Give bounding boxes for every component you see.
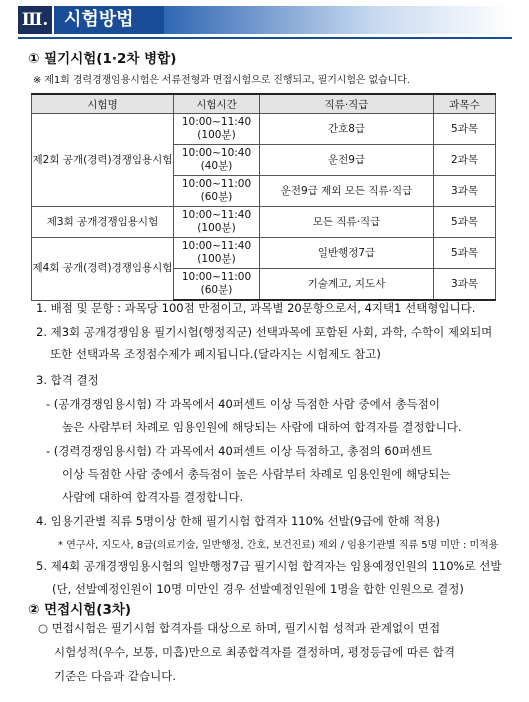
subjects-cell: 2과목	[434, 145, 496, 176]
grade-cell: 간호8급	[260, 114, 434, 145]
exam-name-cell: 제4회 공개(경력)경쟁임용시험	[32, 238, 174, 301]
item-4-note: * 연구사, 지도사, 8급(의료기술, 일반행정, 간호, 보건진료) 제외 / 임용기관별 직류 5명 미만 : 미적용	[58, 540, 499, 551]
item-5: 5. 제4회 공개경쟁임용시험의 일반행정7급 필기시험 합격자는 임용예정인원의 110%로 선발	[36, 559, 502, 573]
item-2: 2. 제3회 공개경쟁임용 필기시험(행정직군) 선택과목에 포함된 사회, 과학, 수학이 제외되며	[36, 325, 493, 339]
section-number: Ⅲ.	[18, 6, 52, 34]
section-banner	[18, 6, 512, 34]
col-header-grade: 직류·직급	[260, 94, 434, 114]
table-header-row	[32, 94, 496, 114]
item-3: 3. 합격 결정	[36, 373, 99, 387]
banner-underline	[18, 37, 512, 39]
time-cell: 10:00~11:40 (100분)	[174, 114, 260, 145]
interview-line-2: 시험성적(우수, 보통, 미흡)만으로 최종합격자를 결정하며, 평정등급에 따른 합격	[54, 645, 456, 659]
item-1: 1. 배점 및 문항 : 과목당 100점 만점이고, 과목별 20문항으로서, 4지택1 선택형입니다.	[36, 301, 476, 315]
subjects-cell: 5과목	[434, 114, 496, 145]
table-row	[32, 207, 496, 238]
item-5-cont: (단, 선발예정인원이 10명 미만인 경우 선발예정인원에 1명을 합한 인원으로 결정)	[52, 582, 464, 596]
interview-line-3: 기준은 다음과 같습니다.	[54, 669, 177, 683]
item-2-cont: 또한 선택과목 조정점수제가 폐지됩니다.(달라지는 시험제도 참고)	[50, 347, 381, 361]
grade-cell: 운전9급 제외 모든 직류·직급	[260, 176, 434, 207]
banner-gradient	[164, 6, 512, 34]
written-exam-heading: ① 필기시험(1·2차 병합)	[28, 51, 177, 67]
time-cell: 10:00~11:40 (100분)	[174, 207, 260, 238]
col-header-exam: 시험명	[32, 94, 174, 114]
item-3-open-cont: 높은 사람부터 차례로 임용인원에 해당되는 사람에 대하여 합격자를 결정합니다.	[62, 420, 462, 434]
time-cell: 10:00~11:00 (60분)	[174, 176, 260, 207]
time-cell: 10:00~10:40 (40분)	[174, 145, 260, 176]
table-row	[32, 238, 496, 269]
exam-schedule-table	[31, 93, 496, 301]
grade-cell: 운전9급	[260, 145, 434, 176]
subjects-cell: 3과목	[434, 269, 496, 301]
exam-name-cell: 제3회 공개경쟁임용시험	[32, 207, 174, 238]
col-header-subjects: 과목수	[434, 94, 496, 114]
exam-name-cell: 제2회 공개(경력)경쟁임용시험	[32, 114, 174, 207]
item-3-open: - (공개경쟁임용시험) 각 과목에서 40퍼센트 이상 득점한 사람 중에서 총득점이	[46, 397, 440, 411]
section-title: 시험방법	[54, 6, 164, 34]
grade-cell: 일반행정7급	[260, 238, 434, 269]
subjects-cell: 3과목	[434, 176, 496, 207]
item-4: 4. 임용기관별 직류 5명이상 한해 필기시험 합격자 110% 선발(9급에 한해 적용)	[36, 514, 440, 528]
exam-note: ※ 제1회 경력경쟁임용시험은 서류전형과 면접시험으로 진행되고, 필기시험은 없습니다.	[33, 75, 410, 86]
grade-cell: 기술계고, 지도사	[260, 269, 434, 301]
grade-cell: 모든 직류·직급	[260, 207, 434, 238]
subjects-cell: 5과목	[434, 238, 496, 269]
item-3-career: - (경력경쟁임용시험) 각 과목에서 40퍼센트 이상 득점하고, 총점의 60퍼센트	[46, 444, 433, 458]
item-3-career-cont1: 이상 득점한 사람 중에서 총득점이 높은 사람부터 차례로 임용인원에 해당되는	[62, 467, 451, 481]
subjects-cell: 5과목	[434, 207, 496, 238]
interview-heading: ② 면접시험(3차)	[28, 602, 132, 618]
time-cell: 10:00~11:40 (100분)	[174, 238, 260, 269]
table-row	[32, 114, 496, 145]
item-3-career-cont2: 사람에 대하여 합격자를 결정합니다.	[62, 490, 244, 504]
col-header-time: 시험시간	[174, 94, 260, 114]
time-cell: 10:00~11:00 (60분)	[174, 269, 260, 301]
interview-line-1: ○ 면접시험은 필기시험 합격자를 대상으로 하며, 필기시험 성적과 관계없이 면접	[38, 621, 441, 635]
